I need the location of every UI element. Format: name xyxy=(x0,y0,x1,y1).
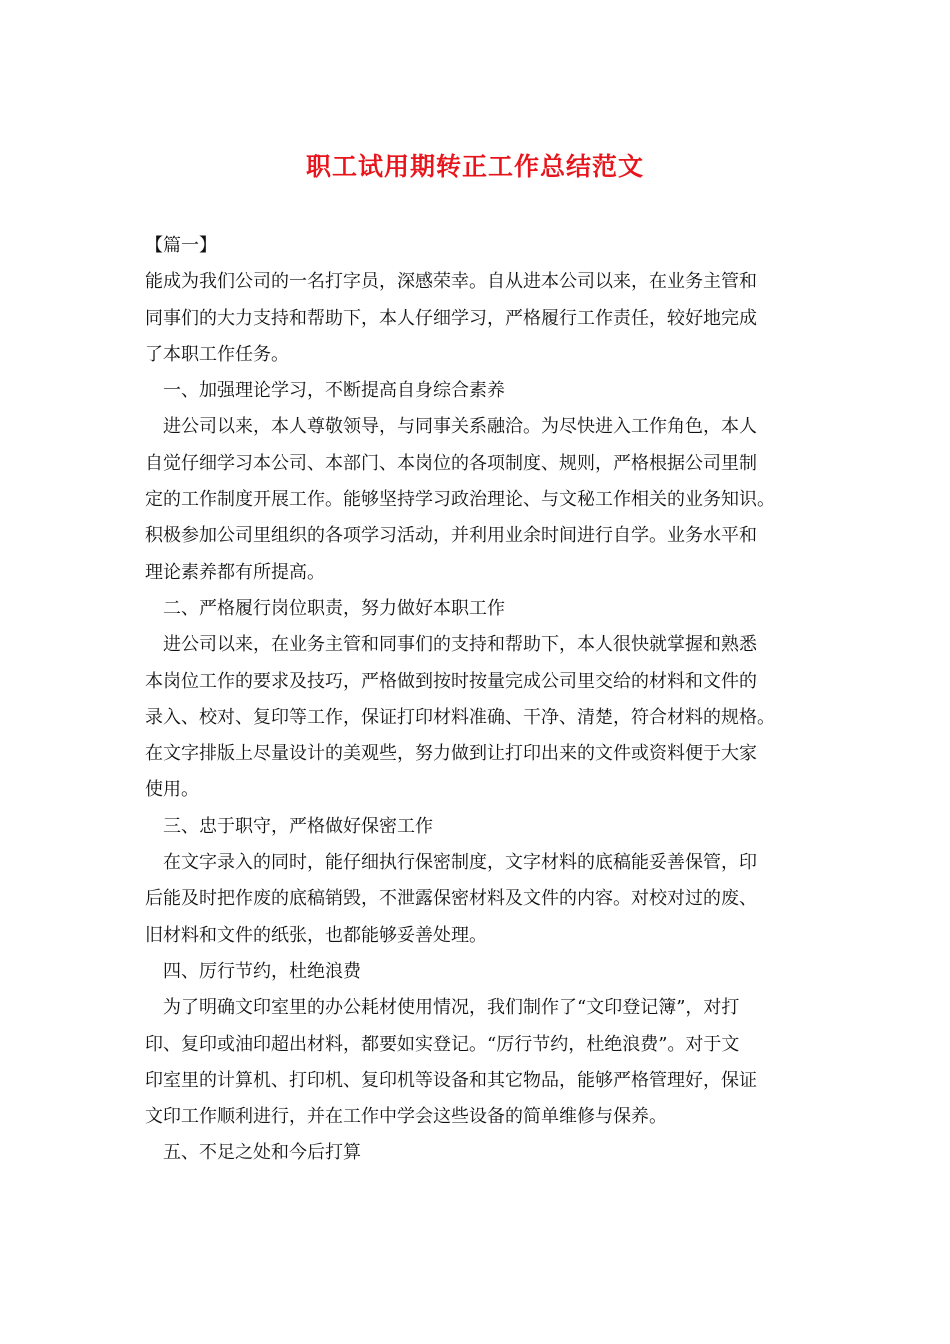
body-line: 使用。 xyxy=(145,779,199,801)
section-label: 【篇一】 xyxy=(145,235,217,256)
body-line: 进公司以来，本人尊敬领导，与同事关系融洽。为尽快进入工作角色，本人 xyxy=(145,416,757,438)
body-line: 进公司以来，在业务主管和同事们的支持和帮助下，本人很快就掌握和熟悉 xyxy=(145,634,757,656)
body-line: 印、复印或油印超出材料，都要如实登记。“厉行节约，杜绝浪费”。对于文 xyxy=(145,1033,740,1055)
body-line: 印室里的计算机、打印机、复印机等设备和其它物品，能够严格管理好，保证 xyxy=(145,1069,757,1091)
body-line: 定的工作制度开展工作。能够坚持学习政治理论、与文秘工作相关的业务知识。 xyxy=(145,489,775,511)
section-heading: 三、忠于职守，严格做好保密工作 xyxy=(145,815,433,837)
section-heading: 一、加强理论学习，不断提高自身综合素养 xyxy=(145,380,505,402)
body-line: 录入、校对、复印等工作，保证打印材料准确、干净、清楚，符合材料的规格。 xyxy=(145,706,775,728)
body-line: 了本职工作任务。 xyxy=(145,343,289,365)
body-line: 同事们的大力支持和帮助下，本人仔细学习，严格履行工作责任，较好地完成 xyxy=(145,307,757,329)
body-line: 在文字录入的同时，能仔细执行保密制度，文字材料的底稿能妥善保管，印 xyxy=(145,852,757,874)
body-line: 为了明确文印室里的办公耗材使用情况，我们制作了“文印登记簿”，对打 xyxy=(145,997,740,1019)
body-line: 理论素养都有所提高。 xyxy=(145,561,325,583)
section-heading: 二、严格履行岗位职责，努力做好本职工作 xyxy=(145,597,505,619)
body-line: 旧材料和文件的纸张，也都能够妥善处理。 xyxy=(145,924,487,946)
section-heading: 五、不足之处和今后打算 xyxy=(145,1142,361,1164)
body-line: 在文字排版上尽量设计的美观些，努力做到让打印出来的文件或资料便于大家 xyxy=(145,743,757,765)
section-heading: 四、厉行节约，杜绝浪费 xyxy=(145,960,361,982)
body-line: 后能及时把作废的底稿销毁，不泄露保密材料及文件的内容。对校对过的废、 xyxy=(145,888,757,910)
body-line: 本岗位工作的要求及技巧，严格做到按时按量完成公司里交给的材料和文件的 xyxy=(145,670,757,692)
body-line: 积极参加公司里组织的各项学习活动，并利用业余时间进行自学。业务水平和 xyxy=(145,525,757,547)
body-line: 自觉仔细学习本公司、本部门、本岗位的各项制度、规则，严格根据公司里制 xyxy=(145,452,757,474)
document-body xyxy=(145,228,810,1172)
body-line: 文印工作顺利进行，并在工作中学会这些设备的简单维修与保养。 xyxy=(145,1106,667,1128)
body-line: 能成为我们公司的一名打字员，深感荣幸。自从进本公司以来，在业务主管和 xyxy=(145,271,757,293)
page-title: 职工试用期转正工作总结范文 xyxy=(305,152,644,181)
